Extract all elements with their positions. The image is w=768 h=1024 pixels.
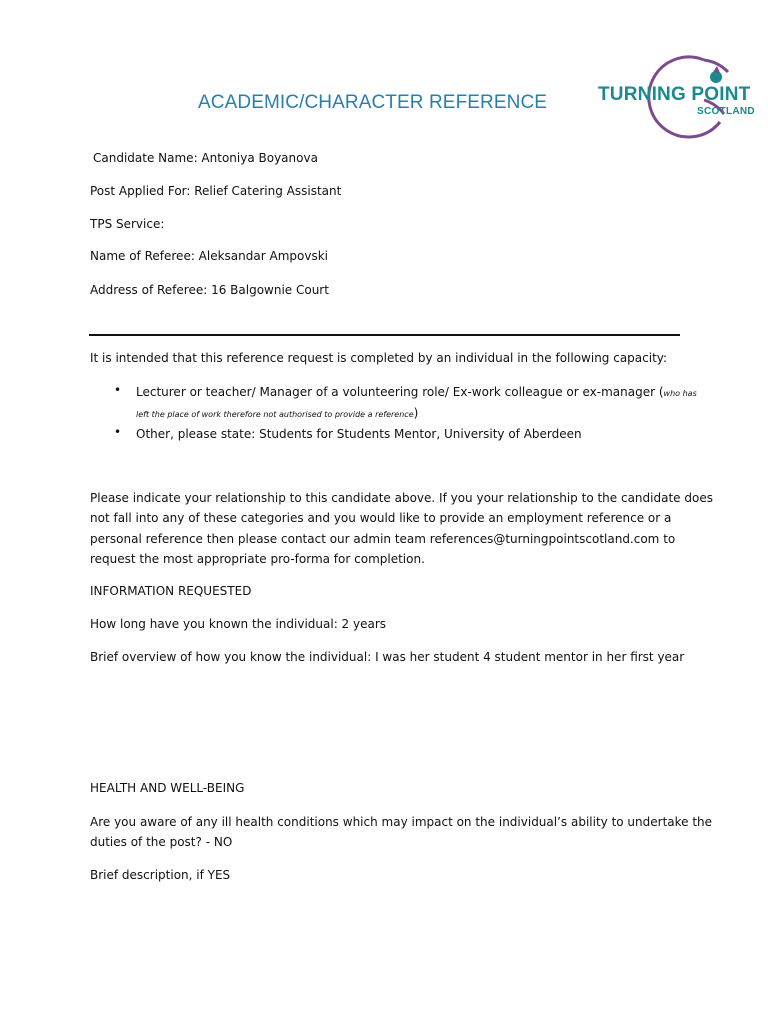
capacity-bullet-1-note-a: who has xyxy=(663,389,697,398)
relationship-line-4: request the most appropriate pro-forma for completion. xyxy=(90,552,425,566)
document-title: ACADEMIC/CHARACTER REFERENCE xyxy=(198,92,548,113)
overview-field: Brief overview of how you know the individual: I was her student 4 student mentor in her first year xyxy=(90,650,685,664)
relationship-line-3: personal reference then please contact our admin team references@turningpointscotland.com to xyxy=(90,532,676,546)
capacity-bullet-1-main: Lecturer or teacher/ Manager of a volunteering role/ Ex-work colleague or ex-manager ( xyxy=(136,385,664,399)
referee-address-field: Address of Referee: 16 Balgownie Court xyxy=(90,283,329,297)
relationship-line-1: Please indicate your relationship to this candidate above. If you your relationship to the candidate does xyxy=(90,491,713,505)
health-question-line-1: Are you aware of any ill health conditions which may impact on the individual’s ability to undertake the xyxy=(90,815,713,829)
logo-main-text: TURNING POINT xyxy=(598,84,751,105)
health-question-line-2: duties of the post? - NO xyxy=(90,835,233,849)
turning-point-scotland-logo xyxy=(596,44,764,144)
relationship-line-2: not fall into any of these categories and you would like to provide an employment reference or a xyxy=(90,511,672,525)
candidate-name-field: Candidate Name: Antoniya Boyanova xyxy=(93,151,318,165)
capacity-bullet-1 xyxy=(136,382,697,404)
tps-service-field: TPS Service: xyxy=(90,217,165,231)
section-divider xyxy=(89,334,680,336)
capacity-bullet-1-note-b: left the place of work therefore not authorised to provide a reference xyxy=(136,410,414,419)
referee-name-field: Name of Referee: Aleksandar Ampovski xyxy=(90,249,328,263)
bullet-icon: • xyxy=(114,383,122,397)
brief-description-field: Brief description, if YES xyxy=(90,868,231,882)
capacity-bullet-1-close: ) xyxy=(413,406,419,420)
health-heading: HEALTH AND WELL-BEING xyxy=(90,781,245,795)
post-applied-field: Post Applied For: Relief Catering Assistant xyxy=(90,184,342,198)
known-duration-field: How long have you known the individual: 2 years xyxy=(90,617,387,631)
capacity-bullet-2: Other, please state: Students for Students Mentor, University of Aberdeen xyxy=(136,427,582,441)
information-heading: INFORMATION REQUESTED xyxy=(90,584,252,598)
capacity-bullet-1-continued xyxy=(136,403,418,425)
bullet-icon: • xyxy=(114,425,122,439)
capacity-intro: It is intended that this reference request is completed by an individual in the following capacity: xyxy=(90,351,668,365)
logo-sub-text: SCOTLAND xyxy=(697,106,755,117)
